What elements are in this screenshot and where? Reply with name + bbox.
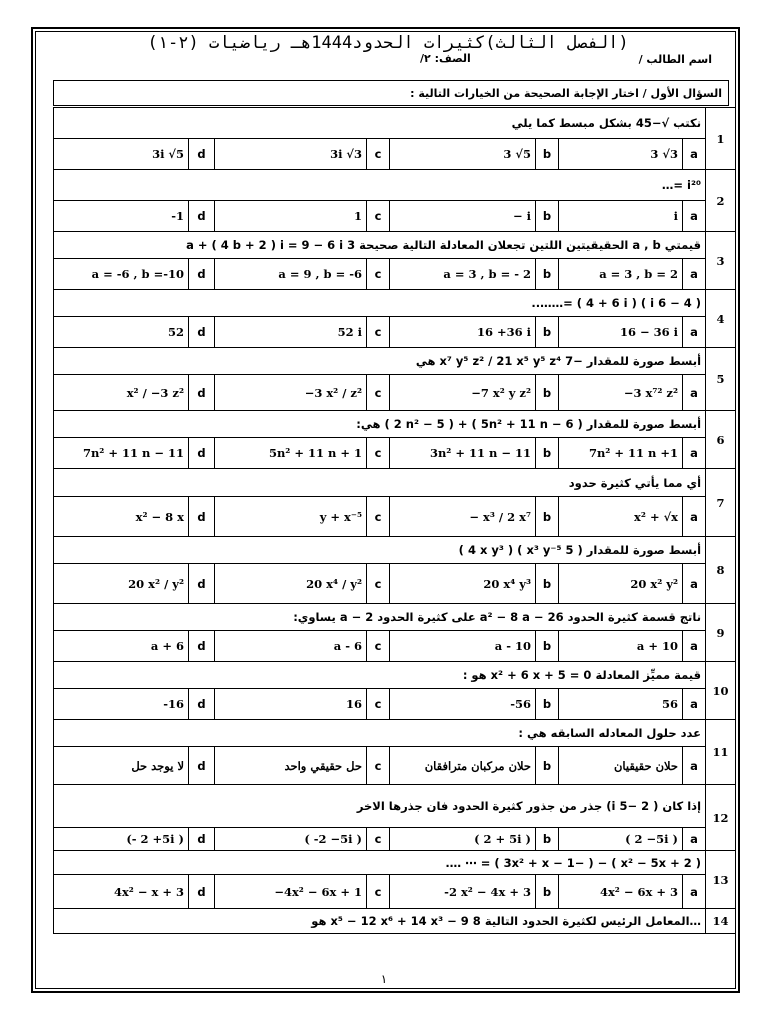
option-d-label: d bbox=[189, 689, 215, 720]
question-options-row bbox=[54, 497, 736, 537]
question-number: 4 bbox=[706, 290, 736, 348]
option-d-value[interactable]: 3i √5 bbox=[54, 139, 189, 170]
question-number: 13 bbox=[706, 851, 736, 909]
question-number: 2 bbox=[706, 170, 736, 232]
option-c-label: c bbox=[367, 375, 390, 411]
option-d-label: d bbox=[189, 139, 215, 170]
option-d-label: d bbox=[189, 497, 215, 537]
option-a-value[interactable]: a = 3 , b = 2 bbox=[559, 259, 683, 290]
option-a-label: a bbox=[683, 259, 706, 290]
option-d-label: d bbox=[189, 747, 215, 785]
option-c-label: c bbox=[367, 828, 390, 851]
option-d-value[interactable]: لا يوجد حل bbox=[54, 747, 189, 785]
option-c-label: c bbox=[367, 259, 390, 290]
option-d-value[interactable]: 4x² − x + 3 bbox=[54, 875, 189, 909]
option-a-value[interactable]: a + 10 bbox=[559, 631, 683, 662]
option-d-value[interactable]: -16 bbox=[54, 689, 189, 720]
question-prompt-row bbox=[54, 604, 736, 631]
option-b-label: b bbox=[536, 375, 559, 411]
option-c-label: c bbox=[367, 564, 390, 604]
option-d-label: d bbox=[189, 317, 215, 348]
option-b-label: b bbox=[536, 875, 559, 909]
option-a-value[interactable]: 7n² + 11 n +1 bbox=[559, 438, 683, 469]
option-b-value[interactable]: 16 +36 i bbox=[390, 317, 536, 348]
question-number: 8 bbox=[706, 537, 736, 604]
question-prompt: أبسط صورة للمقدار −7 x⁷ y⁵ z² / 21 x⁵ y⁵ z⁴ هي bbox=[54, 348, 706, 375]
option-c-value[interactable]: 16 bbox=[215, 689, 367, 720]
option-c-value[interactable]: حل حقيقي واحد bbox=[215, 747, 367, 785]
option-b-value[interactable]: 3 √5 bbox=[390, 139, 536, 170]
option-a-label: a bbox=[683, 438, 706, 469]
question-number: 5 bbox=[706, 348, 736, 411]
exam-title: (الفصل الثالث)كثيرات الحدود1444هـ رياضيات (٢-١) bbox=[147, 33, 629, 53]
option-c-label: c bbox=[367, 747, 390, 785]
option-c-value[interactable]: ( -2 −5i ) bbox=[215, 828, 367, 851]
option-a-label: a bbox=[683, 747, 706, 785]
option-c-label: c bbox=[367, 497, 390, 537]
option-c-value[interactable]: 1 bbox=[215, 201, 367, 232]
question-prompt: ناتج قسمة كثيرة الحدود a² − 8 a − 26 على كثيرة الحدود a − 2 يساوي: bbox=[54, 604, 706, 631]
option-d-value[interactable]: 52 bbox=[54, 317, 189, 348]
option-a-label: a bbox=[683, 828, 706, 851]
option-a-value[interactable]: حلان حقيقيان bbox=[559, 747, 683, 785]
option-b-value[interactable]: -2 x² − 4x + 3 bbox=[390, 875, 536, 909]
option-a-label: a bbox=[683, 689, 706, 720]
question-prompt-row bbox=[54, 909, 736, 934]
option-d-value[interactable]: a + 6 bbox=[54, 631, 189, 662]
option-d-label: d bbox=[189, 564, 215, 604]
option-b-value[interactable]: − x³ / 2 x⁷ bbox=[390, 497, 536, 537]
option-a-label: a bbox=[683, 139, 706, 170]
option-d-label: d bbox=[189, 259, 215, 290]
question-number: 6 bbox=[706, 411, 736, 469]
question-prompt-row bbox=[54, 108, 736, 139]
option-a-value[interactable]: 20 x² y² bbox=[559, 564, 683, 604]
option-d-value[interactable]: a = -6 , b =-10 bbox=[54, 259, 189, 290]
option-b-value[interactable]: -56 bbox=[390, 689, 536, 720]
option-c-value[interactable]: a - 6 bbox=[215, 631, 367, 662]
option-d-value[interactable]: -1 bbox=[54, 201, 189, 232]
option-d-value[interactable]: x² − 8 x bbox=[54, 497, 189, 537]
question-number: 3 bbox=[706, 232, 736, 290]
question-prompt: إذا كان ( i 5− 2) جذر من جذور كثيرة الحدود فان جذرها الاخر bbox=[54, 785, 706, 828]
option-b-value[interactable]: − i bbox=[390, 201, 536, 232]
option-b-value[interactable]: ( 2 + 5i ) bbox=[390, 828, 536, 851]
option-b-label: b bbox=[536, 497, 559, 537]
option-d-label: d bbox=[189, 828, 215, 851]
question-prompt-row bbox=[54, 290, 736, 317]
question-prompt: عدد حلول المعادله السابقه هي : bbox=[54, 720, 706, 747]
question-prompt-row bbox=[54, 720, 736, 747]
option-c-label: c bbox=[367, 438, 390, 469]
option-a-label: a bbox=[683, 317, 706, 348]
option-a-label: a bbox=[683, 375, 706, 411]
option-a-value[interactable]: 4x² − 6x + 3 bbox=[559, 875, 683, 909]
question-options-row bbox=[54, 564, 736, 604]
option-c-value[interactable]: −4x² − 6x + 1 bbox=[215, 875, 367, 909]
option-a-label: a bbox=[683, 875, 706, 909]
option-b-value[interactable]: −7 x² y z² bbox=[390, 375, 536, 411]
question-options-row bbox=[54, 747, 736, 785]
question-number: 12 bbox=[706, 785, 736, 851]
class-label: الصف: ٢/ bbox=[420, 52, 471, 65]
option-c-label: c bbox=[367, 201, 390, 232]
option-b-label: b bbox=[536, 747, 559, 785]
option-c-value[interactable]: a = 9 , b = -6 bbox=[215, 259, 367, 290]
section-instruction: السؤال الأول / اختار الإجابة الصحيحة من الخيارات التالية : bbox=[410, 87, 722, 100]
question-options-row bbox=[54, 828, 736, 851]
option-b-value[interactable]: 20 x⁴ y³ bbox=[390, 564, 536, 604]
option-c-label: c bbox=[367, 139, 390, 170]
option-c-value[interactable]: y + x⁻⁵ bbox=[215, 497, 367, 537]
option-b-label: b bbox=[536, 438, 559, 469]
option-b-value[interactable]: a = 3 , b = - 2 bbox=[390, 259, 536, 290]
option-a-label: a bbox=[683, 201, 706, 232]
question-prompt: قيمة مميِّز المعادلة x² + 6 x + 5 = 0 هو : bbox=[54, 662, 706, 689]
question-options-row bbox=[54, 631, 736, 662]
option-a-value[interactable]: −3 x⁷² z² bbox=[559, 375, 683, 411]
option-b-label: b bbox=[536, 631, 559, 662]
option-d-value[interactable]: (- 2 +5i ) bbox=[54, 828, 189, 851]
option-c-label: c bbox=[367, 875, 390, 909]
option-a-label: a bbox=[683, 631, 706, 662]
questions-table bbox=[53, 107, 736, 934]
option-b-label: b bbox=[536, 689, 559, 720]
option-a-value[interactable]: 16 − 36 i bbox=[559, 317, 683, 348]
option-a-value[interactable]: x² + √x bbox=[559, 497, 683, 537]
page-number: ١ bbox=[380, 972, 388, 986]
question-prompt-row bbox=[54, 170, 736, 201]
option-b-label: b bbox=[536, 828, 559, 851]
option-b-label: b bbox=[536, 564, 559, 604]
question-prompt-row bbox=[54, 348, 736, 375]
option-a-label: a bbox=[683, 564, 706, 604]
section-instruction-box bbox=[53, 80, 729, 106]
option-d-label: d bbox=[189, 375, 215, 411]
option-a-value[interactable]: 3 √3 bbox=[559, 139, 683, 170]
question-prompt: نكتب √−45 بشكل مبسط كما يلي bbox=[54, 108, 706, 139]
option-b-value[interactable]: 3n² + 11 n − 11 bbox=[390, 438, 536, 469]
question-prompt: أبسط صورة للمقدار ( 5 x³ y⁻⁵ ) ( 4 x y³ ) bbox=[54, 537, 706, 564]
option-b-label: b bbox=[536, 201, 559, 232]
question-prompt: أبسط صورة للمقدار ( 5n² + 11 n − 6 ) + ( 2 n² − 5 ) هي: bbox=[54, 411, 706, 438]
question-prompt: i²⁰ =… bbox=[54, 170, 706, 201]
question-options-row bbox=[54, 375, 736, 411]
question-prompt-row bbox=[54, 469, 736, 497]
option-c-value[interactable]: 5n² + 11 n + 1 bbox=[215, 438, 367, 469]
question-number: 9 bbox=[706, 604, 736, 662]
question-prompt: ( x² − 5x + 2 ) − ( −3x² + x − 1 ) = ⋯ …. bbox=[54, 851, 706, 875]
option-a-label: a bbox=[683, 497, 706, 537]
question-prompt-row bbox=[54, 662, 736, 689]
question-options-row bbox=[54, 139, 736, 170]
option-c-value[interactable]: 52 i bbox=[215, 317, 367, 348]
option-d-label: d bbox=[189, 875, 215, 909]
option-c-value[interactable]: 3i √3 bbox=[215, 139, 367, 170]
question-prompt-row bbox=[54, 537, 736, 564]
question-prompt-row bbox=[54, 851, 736, 875]
question-options-row bbox=[54, 689, 736, 720]
option-c-value[interactable]: 20 x⁴ / y² bbox=[215, 564, 367, 604]
question-options-row bbox=[54, 438, 736, 469]
question-number: 11 bbox=[706, 720, 736, 785]
question-prompt: قيمتي a , b الحقيقيتين اللتين تجعلان المعادلة التالية صحيحة 3 a + ( 4 b + 2 ) i = 9 − 6 i bbox=[54, 232, 706, 259]
question-prompt: ( 4 − 6 i ) ( 4 + 6 i ) =…….. bbox=[54, 290, 706, 317]
option-b-label: b bbox=[536, 259, 559, 290]
option-d-label: d bbox=[189, 438, 215, 469]
option-c-value[interactable]: −3 x² / z² bbox=[215, 375, 367, 411]
option-d-value[interactable]: x² / −3 z² bbox=[54, 375, 189, 411]
option-a-value[interactable]: 56 bbox=[559, 689, 683, 720]
question-prompt-row bbox=[54, 232, 736, 259]
question-number: 10 bbox=[706, 662, 736, 720]
question-options-row bbox=[54, 259, 736, 290]
option-d-label: d bbox=[189, 201, 215, 232]
option-d-label: d bbox=[189, 631, 215, 662]
question-number: 1 bbox=[706, 108, 736, 170]
question-prompt: أي مما يأتي كثيرة حدود bbox=[54, 469, 706, 497]
option-b-label: b bbox=[536, 139, 559, 170]
option-c-label: c bbox=[367, 689, 390, 720]
option-b-label: b bbox=[536, 317, 559, 348]
option-b-value[interactable]: a - 10 bbox=[390, 631, 536, 662]
question-prompt: …المعامل الرئيس لكثيرة الحدود التالية 8 x⁵ − 12 x⁶ + 14 x³ − 9 هو bbox=[54, 909, 706, 934]
option-d-value[interactable]: 20 x² / y² bbox=[54, 564, 189, 604]
option-c-label: c bbox=[367, 631, 390, 662]
question-prompt-row bbox=[54, 411, 736, 438]
question-options-row bbox=[54, 317, 736, 348]
option-a-value[interactable]: i bbox=[559, 201, 683, 232]
option-c-label: c bbox=[367, 317, 390, 348]
option-a-value[interactable]: ( 2 −5i ) bbox=[559, 828, 683, 851]
option-d-value[interactable]: 7n² + 11 n − 11 bbox=[54, 438, 189, 469]
question-options-row bbox=[54, 201, 736, 232]
question-number: 7 bbox=[706, 469, 736, 537]
question-options-row bbox=[54, 875, 736, 909]
question-prompt-row bbox=[54, 785, 736, 828]
student-name-label: اسم الطالب / bbox=[638, 53, 712, 66]
question-number: 14 bbox=[706, 909, 736, 934]
option-b-value[interactable]: حلان مركبان مترافقان bbox=[390, 747, 536, 785]
